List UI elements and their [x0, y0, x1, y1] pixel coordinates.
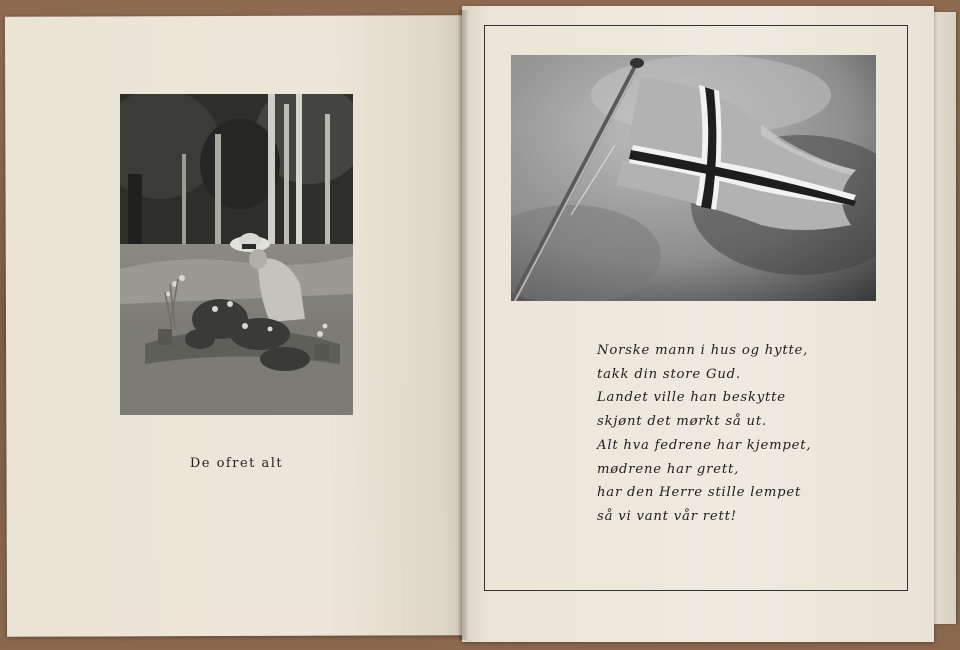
poem-line: så vi vant vår rett!: [597, 508, 737, 524]
poem-line: skjønt det mørkt så ut.: [597, 414, 767, 430]
poem: [597, 339, 877, 529]
flag-photo: [511, 55, 876, 301]
poem-line: Alt hva fedrene har kjempet,: [597, 437, 812, 453]
poem-line: Norske mann i hus og hytte,: [597, 343, 809, 358]
poem-line: har den Herre stille lempet: [597, 485, 802, 501]
poem-line: takk din store Gud.: [597, 366, 741, 382]
poem-line: Landet ville han beskytte: [597, 390, 786, 406]
book-gutter: [458, 10, 468, 640]
poem-line: mødrene har grett,: [597, 461, 740, 477]
grave-photo: [120, 94, 353, 415]
photo-caption: De ofret alt: [189, 456, 284, 471]
